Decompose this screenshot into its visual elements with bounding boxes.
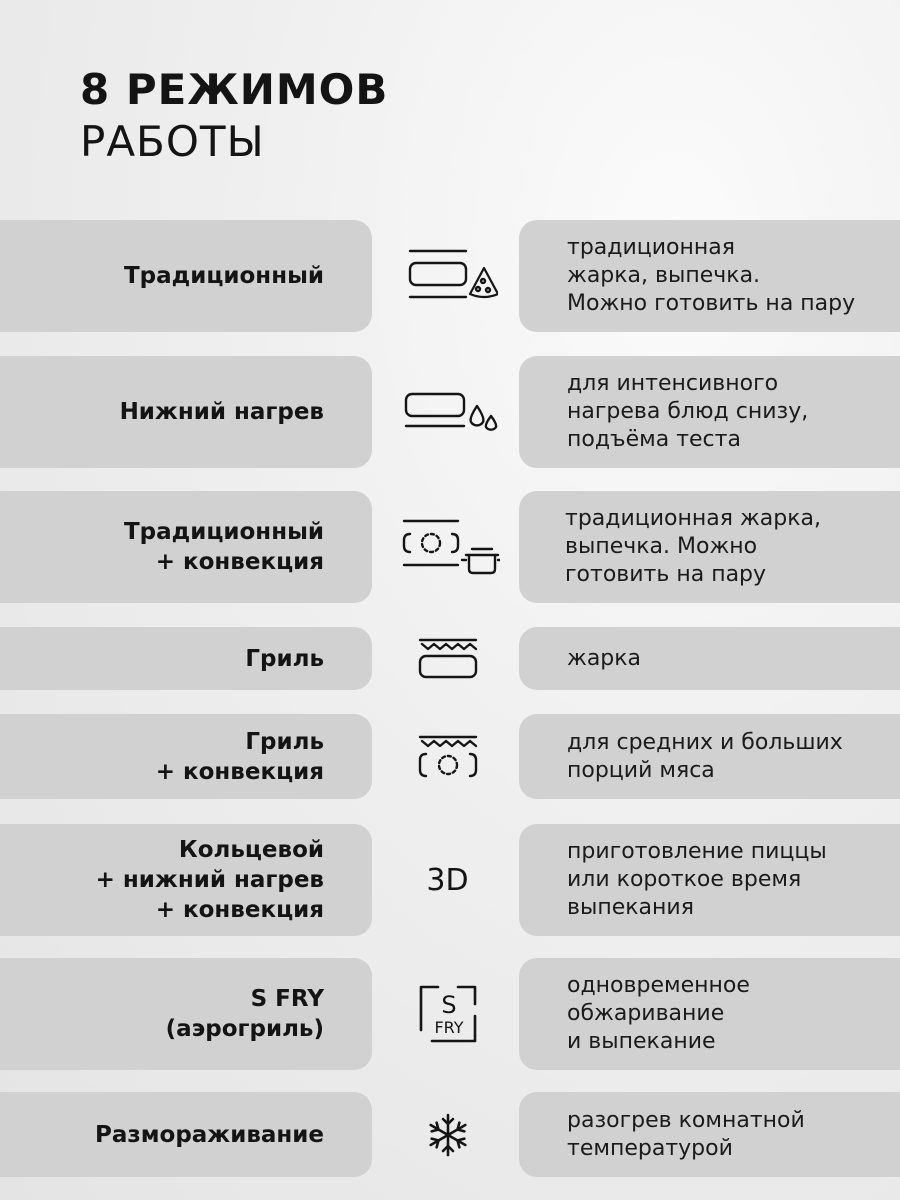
mode-name: Кольцевой + нижний нагрев + конвекция xyxy=(95,837,324,923)
mode-name: Нижний нагрев xyxy=(119,399,324,425)
convection-pot-icon xyxy=(390,491,505,603)
mode-name: Гриль xyxy=(245,645,324,672)
s-fry-icon-top: S xyxy=(440,991,457,1019)
snowflake-icon xyxy=(390,1092,505,1177)
mode-name-pill xyxy=(0,491,372,603)
mode-name: Традиционный xyxy=(123,263,324,289)
mode-row-defrost xyxy=(0,1092,900,1177)
mode-description-pill xyxy=(519,220,900,332)
mode-description-pill xyxy=(519,356,900,468)
mode-description-pill xyxy=(519,1092,900,1177)
mode-name-pill xyxy=(0,958,372,1070)
mode-row-grill-convection xyxy=(0,714,900,799)
mode-name-pill xyxy=(0,824,372,936)
grill-icon xyxy=(390,627,505,690)
mode-description: для средних и больших порций мяса xyxy=(567,729,843,783)
page-title xyxy=(80,64,388,168)
mode-description-pill xyxy=(519,824,900,936)
s-fry-icon-bottom: FRY xyxy=(433,1018,464,1037)
title-line-1: 8 РЕЖИМОВ xyxy=(80,65,389,114)
mode-name-pill xyxy=(0,627,372,690)
mode-description-pill xyxy=(519,627,900,690)
mode-name: Гриль + конвекция xyxy=(155,728,324,785)
mode-description: жарка xyxy=(567,645,642,671)
mode-description: традиционная жарка, выпечка. Можно готовить на пару xyxy=(565,506,822,587)
grill-convection-icon xyxy=(390,714,505,799)
mode-description: разогрев комнатной температурой xyxy=(567,1107,805,1161)
mode-row-bottom-heat xyxy=(0,356,900,468)
3d-icon-label: 3D xyxy=(426,862,469,898)
mode-description: традиционная жарка, выпечка. Можно готовить на пару xyxy=(567,235,856,316)
mode-name-pill xyxy=(0,1092,372,1177)
mode-name-pill xyxy=(0,220,372,332)
mode-description: одновременное обжаривание и выпекание xyxy=(567,973,750,1054)
mode-row-traditional xyxy=(0,220,900,332)
mode-row-ring-bottom-convection xyxy=(0,824,900,936)
oven-top-bottom-pizza-icon xyxy=(390,220,505,332)
mode-description: для интенсивного нагрева блюд снизу, подъёма теста xyxy=(567,371,809,452)
mode-name: Размораживание xyxy=(94,1121,324,1148)
mode-description: приготовление пиццы или короткое время выпекания xyxy=(567,839,827,920)
bottom-heat-drops-icon xyxy=(390,356,505,468)
mode-row-traditional-convection xyxy=(0,491,900,603)
mode-description-pill xyxy=(519,958,900,1070)
mode-name: Традиционный + конвекция xyxy=(123,519,324,575)
mode-description-pill xyxy=(519,714,900,799)
s-fry-icon xyxy=(390,958,505,1070)
mode-name: S FRY (аэрогриль) xyxy=(165,986,324,1042)
mode-row-s-fry xyxy=(0,958,900,1070)
mode-name-pill xyxy=(0,356,372,468)
3d-icon xyxy=(390,824,505,936)
mode-description-pill xyxy=(519,491,900,603)
mode-name-pill xyxy=(0,714,372,799)
mode-row-grill xyxy=(0,627,900,690)
title-line-2: РАБОТЫ xyxy=(80,117,265,166)
